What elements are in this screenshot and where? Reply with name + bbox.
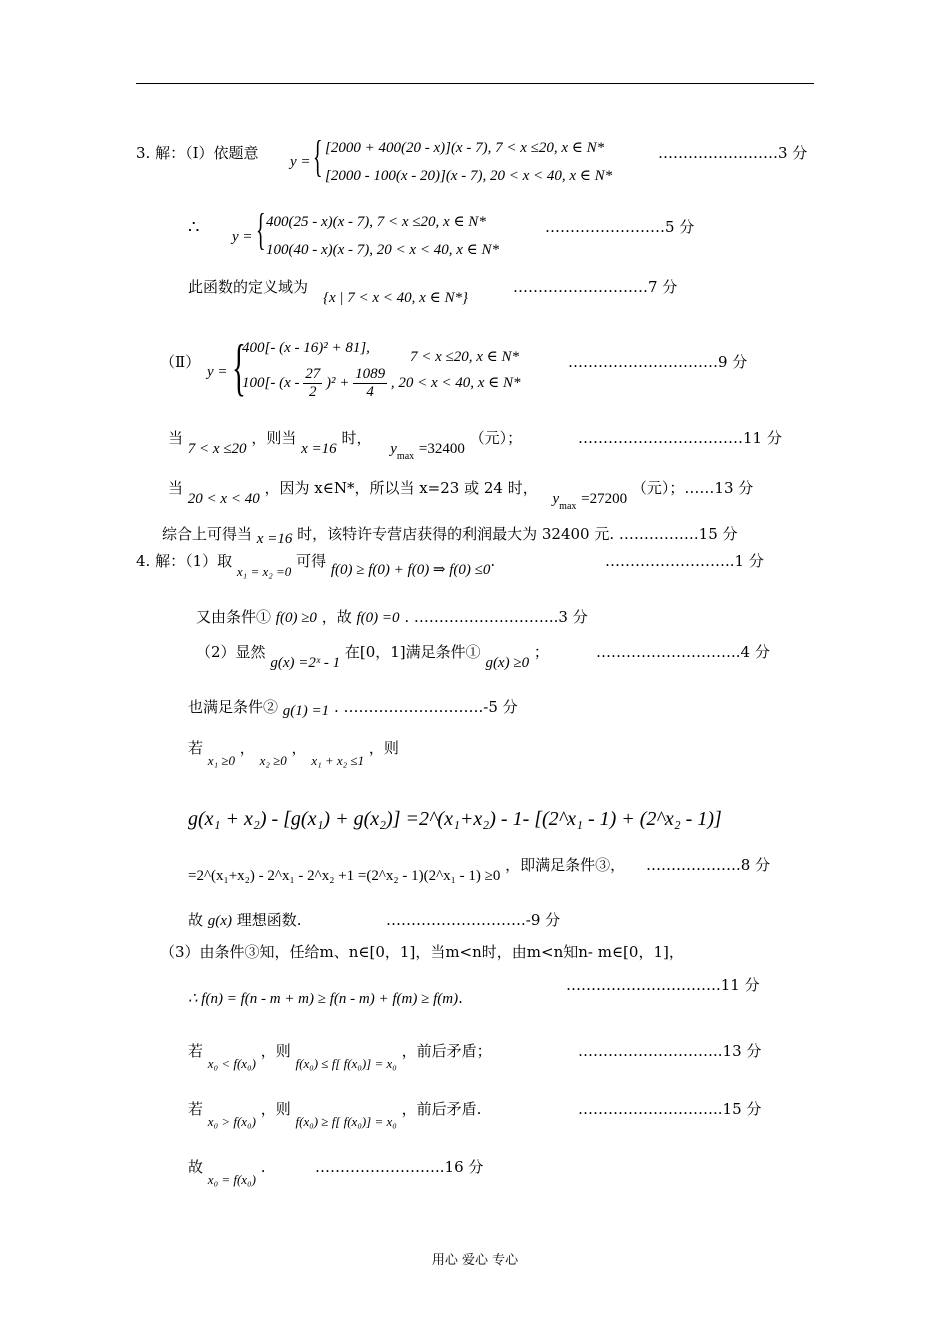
p3-brace-3: { [232,331,246,402]
p4-score-4: ………………………..4 分 [596,643,770,661]
math: x₁ ≥0 [207,753,235,768]
math: =27200 [581,491,628,507]
text: ， [239,739,255,757]
text: （元）；……13 分 [631,479,754,497]
text: 又由条件① [196,608,272,626]
p4-line2 [196,607,588,628]
text: . ……………………….-5 分 [333,698,518,716]
text: 若 [188,739,204,757]
p3-line11 [168,428,523,462]
p3-piece1: 400[- (x - 16)² + 81], [242,340,370,356]
math: g(x) [207,913,232,929]
p3-line13 [168,478,754,512]
p3-case1: [2000 + 400(20 - x)](x - 7), 7 < x ≤20, x ∈ N* [325,140,605,156]
text: ，则 [260,1100,291,1118]
p3-piece2-c: , 20 < x < 40, x ∈ N* [390,375,521,391]
math: f(x₀) ≥ f[ f(x₀)] = x₀ [295,1114,397,1129]
p3-score-11: ……………………………11 分 [578,429,782,447]
math: x =16 [301,441,337,457]
math: x₀ = f(x₀) [207,1172,256,1187]
p3-y3-label: y = [207,364,228,380]
text: 故 [188,1158,204,1176]
math: f(0) ≥ f(0) + f(0) ⇒ f(0) ≤0 [330,562,491,578]
text: 4. 解：（1）取 [136,552,233,570]
fraction-27-2 [303,366,322,401]
page-footer: 用心 爱心 专心 [431,1253,519,1268]
text: 当 [168,429,184,447]
text: 时， [341,429,372,447]
math: x₁ = x₂ =0 [236,564,292,579]
p4-line11 [188,1041,492,1071]
text: ，即满足条件③， [505,856,626,874]
math: =2^(x₁+x₂) - 2^x₁ - 2^x₂ +1 =(2^x₂ - 1)(2^x₁ - 1) ≥0 [188,868,501,884]
p3-part2-label: （Ⅱ） [160,353,201,371]
text: . [458,989,463,1007]
math: =32400 [418,441,465,457]
math: f(x₀) ≤ f[ f(x₀)] = x₀ [295,1056,397,1071]
math: x₀ < f(x₀) [207,1056,256,1071]
p4-score-1: ……………………..1 分 [605,552,764,570]
p3-heading: 3. 解：（Ⅰ）依题意 [136,144,259,162]
frac-num: 27 [305,366,321,383]
math: f(0) ≥0 [275,610,317,626]
p4-score-11: ………………………….11 分 [566,976,760,994]
frac-num: 1089 [355,366,386,383]
p4-line9: （3）由条件③知，任给m、n∈[0，1]，当m<n时，由m<n知n- m∈[0，1]， [160,943,684,961]
p3-brace: { [313,132,323,181]
text: ，则 [368,739,399,757]
text: . [260,1158,266,1176]
text: ，则 [260,1042,291,1060]
p4-line5 [188,738,399,768]
subscript: max [396,451,415,462]
text: 综合上可得当 [162,525,253,543]
p4-line7 [188,855,626,884]
p3-piece2-a: 100[- (x - [242,375,300,391]
p3-score-7: ………………………7 分 [513,278,678,296]
text: 理想函数. [236,911,302,929]
text: ，因为 x∈N*，所以当 x=23 或 24 时， [264,479,538,497]
p4-line4 [188,697,518,718]
p3-piece2 [242,365,521,401]
text: ，前后矛盾. [401,1100,482,1118]
math: 7 < x ≤20 [187,441,247,457]
p4-line12 [188,1099,482,1129]
p4-score-15: ………………………..15 分 [578,1100,762,1118]
text: 时，该特许专营店获得的利润最大为 32400 元. …………….15 分 [297,525,738,543]
text: 若 [188,1100,204,1118]
p3-case2: [2000 - 100(x - 20)](x - 7), 20 < x < 40, x ∈ N* [325,168,613,184]
text: 故 [188,911,204,929]
text: 若 [188,1042,204,1060]
math: f(0) =0 [356,610,400,626]
p4-score-9: ……………………….-9 分 [386,911,561,929]
text: ， [291,739,307,757]
subscript: max [559,501,577,512]
p3-piece1-cond: 7 < x ≤20, x ∈ N* [410,349,520,365]
fraction-1089-4 [353,366,387,401]
text: . ………………………..3 分 [404,608,588,626]
text: ； [533,643,549,661]
p3-domain-text: 此函数的定义域为 [188,278,309,296]
math: x₀ > f(x₀) [207,1114,256,1129]
frac-den: 4 [366,384,374,401]
therefore-symbol: ∴ [188,217,200,238]
p4-equation-1: g(x₁ + x₂) - [g(x₁) + g(x₂)] =2^(x₁+x₂) - 1- [(2^x₁ - 1) + (2^x₂ - 1)] [188,808,722,830]
p4-line10 [188,988,463,1009]
math: g(1) =1 [282,703,330,719]
text: 在[0，1]满足条件① [344,643,481,661]
p3-domain-math: {x | 7 < x < 40, x ∈ N*} [323,290,468,306]
p3-simplified-1: 400(25 - x)(x - 7), 7 < x ≤20, x ∈ N* [266,214,486,230]
p4-score-16: ……………………..16 分 [315,1158,484,1176]
p3-y-label: y = [290,154,311,170]
p3-y2-label: y = [232,229,253,245]
p3-score-3: ……………………3 分 [658,144,808,162]
math: ∴ f(n) = f(n - m + m) ≥ f(n - m) + f(m) ≥ f(m) [188,991,459,1007]
math: 20 < x < 40 [187,491,260,507]
p4-score-8: ……………….8 分 [646,856,771,874]
p3-score-5: ……………………5 分 [545,218,695,236]
p4-line13 [188,1157,266,1187]
math: y [552,491,560,507]
text: 当 [168,479,184,497]
frac-den: 2 [308,384,317,401]
p4-line3 [196,642,549,671]
p4-line8 [188,910,302,931]
math: g(x) =2ˣ - 1 [270,655,341,671]
math: x =16 [256,531,293,547]
math: g(x) ≥0 [485,655,530,671]
text: . [490,552,496,570]
text: （2）显然 [196,643,266,661]
p3-conclusion [162,524,738,545]
math: x₁ + x₂ ≤1 [311,753,365,768]
text: 也满足条件② [188,698,279,716]
math: x₂ ≥0 [259,753,287,768]
text: ，前后矛盾； [401,1042,492,1060]
p3-score-9: …………………………9 分 [568,353,748,371]
math: y [390,441,397,457]
p4-score-13: ………………………..13 分 [578,1042,762,1060]
header-rule [136,83,814,84]
p3-piece2-b: )² + [325,375,350,391]
p3-brace-2: { [256,205,266,254]
p3-simplified-2: 100(40 - x)(x - 7), 20 < x < 40, x ∈ N* [266,242,499,258]
p4-line1 [136,551,496,579]
text: ，故 [321,608,352,626]
text: （元）； [469,429,523,447]
text: 可得 [296,552,327,570]
text: ，则当 [251,429,297,447]
